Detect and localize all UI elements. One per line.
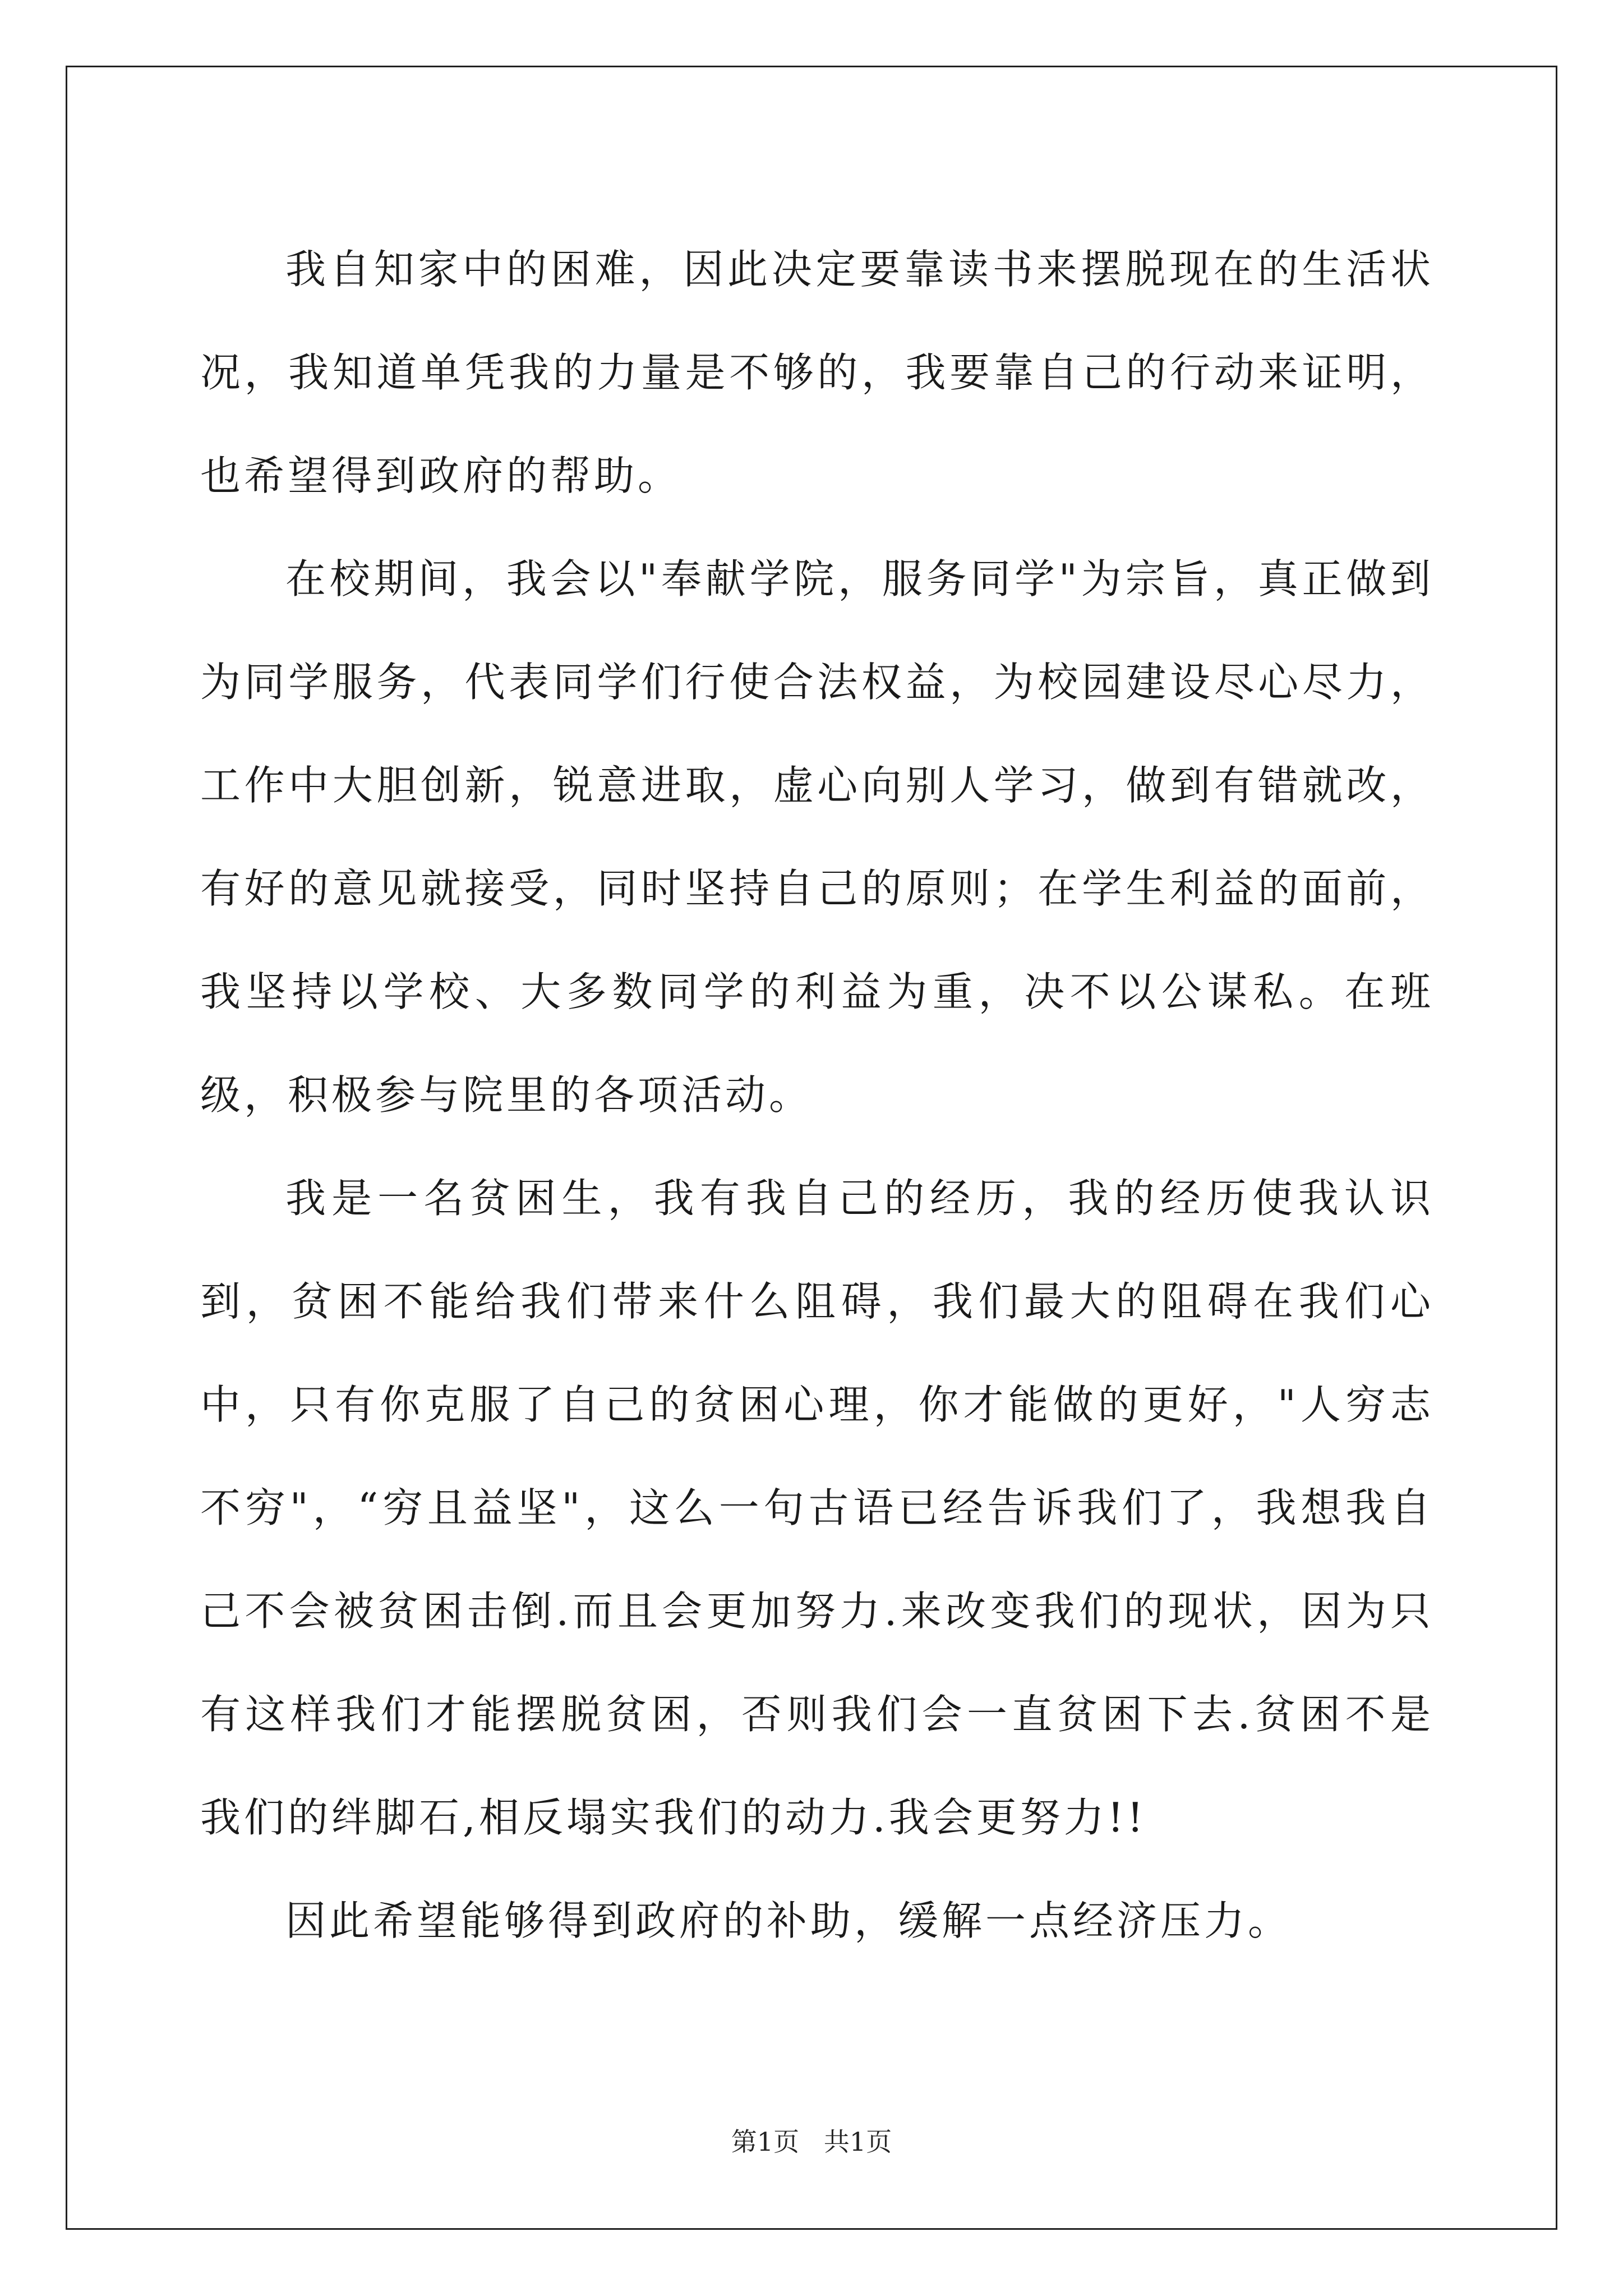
paragraph-2: 在校期间，我会以"奉献学院，服务同学"为宗旨，真正做到为同学服务，代表同学们行使合法权益，为校园建设尽心尽力，工作中大胆创新，锐意进取，虚心向别人学习，做到有错就改，有好的意见就接受，同时坚持自己的原则；在学生利益的面前，我坚持以学校、大多数同学的利益为重，决不以公谋私。在班级，积极参与院里的各项活动。: [200, 555, 1434, 1119]
page-footer: 第1页 共1页: [731, 2127, 892, 2157]
document-body: [200, 218, 1434, 1972]
paragraph-3: 我是一名贫困生，我有我自己的经历，我的经历使我认识到，贫困不能给我们带来什么阻碍，我们最大的阻碍在我们心中，只有你克服了自己的贫困心理，你才能做的更好，"人穷志不穷"，“穷且益坚"，这么一句古语已经告诉我们了，我想我自己不会被贫困击倒.而且会更加努力.来改变我们的现状，因为只有这样我们才能摆脱贫困，否则我们会一直贫困下去.贫困不是我们的绊脚石,相反塌实我们的动力.我会更努力!!: [200, 1175, 1434, 1841]
paragraph-4: 因此希望能够得到政府的补助，缓解一点经济压力。: [285, 1897, 1292, 1944]
paragraph-1: 我自知家中的困难，因此决定要靠读书来摆脱现在的生活状况，我知道单凭我的力量是不够的，我要靠自己的行动来证明，也希望得到政府的帮助。: [200, 246, 1434, 499]
